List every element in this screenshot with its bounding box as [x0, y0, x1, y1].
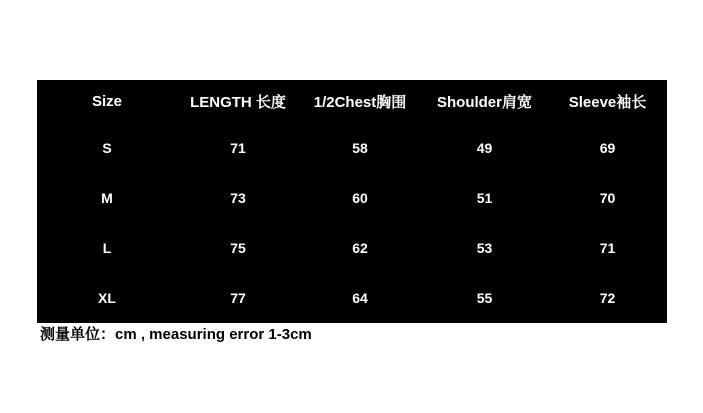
- measurement-note: 测量单位：cm , measuring error 1-3cm: [40, 326, 312, 343]
- table-header: [37, 80, 667, 123]
- cell-sleeve: 72: [599, 290, 616, 306]
- table-row: [37, 223, 667, 273]
- table-row: [37, 273, 667, 323]
- cell-chest: 58: [352, 140, 368, 156]
- cell-length: 73: [230, 190, 246, 206]
- cell-shoulder: 55: [476, 290, 493, 306]
- column-header-size: Size: [91, 93, 122, 110]
- table-row: [37, 123, 667, 173]
- cell-length: 77: [230, 290, 246, 306]
- cell-length: 75: [230, 240, 246, 256]
- cell-chest: 60: [352, 190, 368, 206]
- cell-sleeve: 70: [599, 190, 616, 206]
- cell-chest: 64: [352, 290, 368, 306]
- cell-length: 71: [230, 140, 246, 156]
- cell-shoulder: 53: [476, 240, 493, 256]
- cell-sleeve: 69: [599, 140, 616, 156]
- cell-chest: 62: [352, 240, 368, 256]
- column-header-sleeve: Sleeve袖长: [568, 94, 647, 111]
- cell-size: S: [102, 140, 112, 156]
- cell-shoulder: 49: [476, 140, 493, 156]
- cell-sleeve: 71: [599, 240, 616, 256]
- column-header-length: LENGTH 长度: [190, 94, 286, 111]
- cell-size: L: [102, 240, 112, 256]
- cell-size: XL: [98, 290, 116, 306]
- size-chart-table: [37, 80, 667, 323]
- table-body: [37, 123, 667, 323]
- table-header-row: [37, 80, 667, 123]
- column-header-shoulder: Shoulder肩宽: [436, 94, 532, 111]
- cell-size: M: [101, 190, 113, 206]
- column-header-chest: 1/2Chest胸围: [313, 94, 407, 111]
- table-row: [37, 173, 667, 223]
- cell-shoulder: 51: [476, 190, 493, 206]
